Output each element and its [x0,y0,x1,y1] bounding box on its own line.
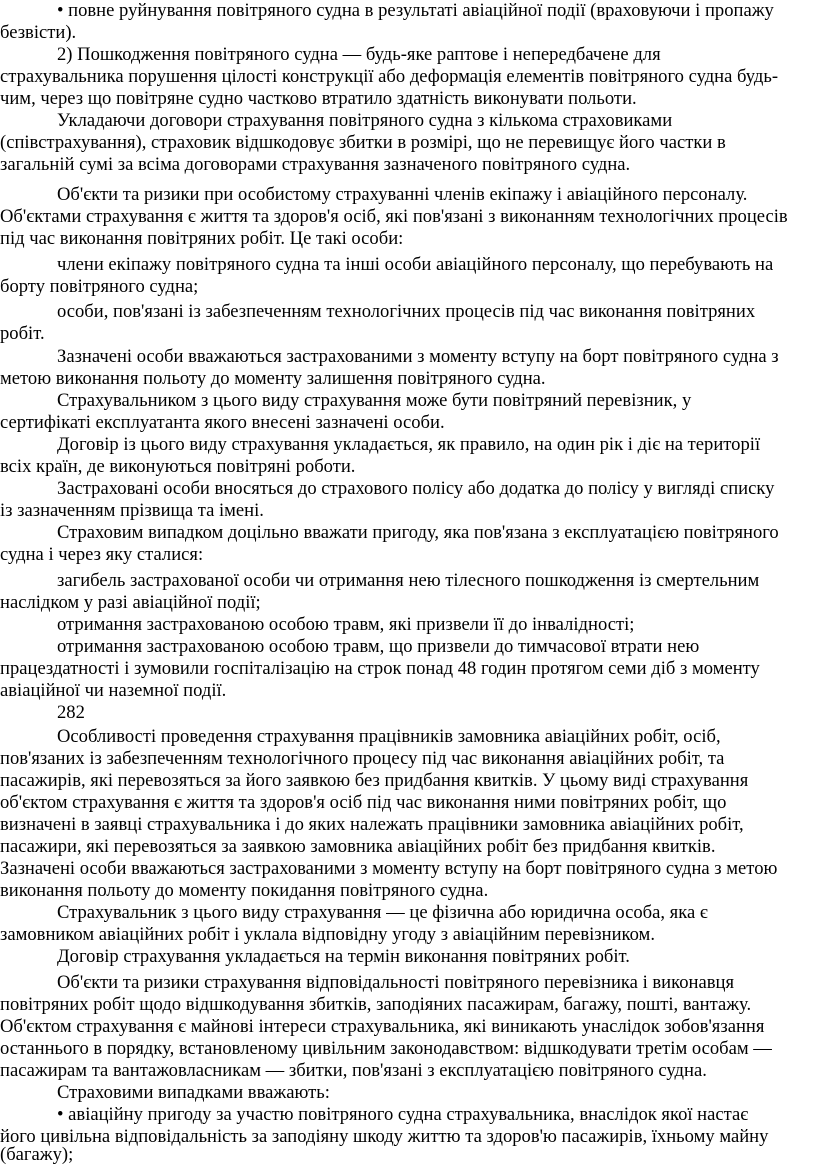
text-line: Об'єктом страхування є майнові інтереси страхувальника, які виникають унаслідок зобов'язання [0,1016,765,1037]
section-heading: Об'єкти та ризики при особистому страхуванні членів екіпажу і авіаційного персоналу. [57,184,748,205]
text-line: метою виконання польоту до моменту залишення повітряного судна. [0,368,546,389]
text-line: пасажири, які перевозяться за заявкою замовника авіаційних робіт без придбання квитків. [0,836,716,857]
text-line: Договір із цього виду страхування укладається, як правило, на один рік і діє на території [57,434,761,455]
text-line: Особливості проведення страхування працівників замовника авіаційних робіт, осіб, [57,726,721,747]
text-line: (багажу); [0,1144,74,1165]
text-line: Об'єктами страхування є життя та здоров'я осіб, які пов'язані з виконанням технологічних процесів [0,206,788,227]
text-line: отримання застрахованою особою травм, які призвели її до інвалідності; [57,614,635,635]
page-number: 282 [57,702,85,723]
text-line: Страхувальником з цього виду страхування може бути повітряний перевізник, у [57,390,692,411]
text-line: повітряних робіт щодо відшкодування збитків, заподіяних пасажирам, багажу, пошті, вантажу. [0,994,752,1015]
text-line: працездатності і зумовили госпіталізацію на строк понад 48 годин протягом семи діб з моменту [0,658,760,679]
text-line: пов'язаних із забезпеченням технологічного процесу під час виконання авіаційних робіт, та [0,748,725,769]
text-line: борту повітряного судна; [0,276,199,297]
text-line: об'єктом страхування є життя та здоров'я осіб під час виконання ними повітряних робіт, що [0,792,727,813]
text-line: особи, пов'язані із забезпеченням технологічних процесів під час виконання повітряних [57,301,756,322]
text-line: загибель застрахованої особи чи отримання нею тілесного пошкодження із смертельним [57,570,760,591]
text-line: Зазначені особи вважаються застрахованими з моменту вступу на борт повітряного судна з метою [0,858,778,879]
text-line: замовником авіаційних робіт і уклала відповідну угоду з авіаційним перевізником. [0,924,655,945]
text-line: Страхувальник з цього виду страхування — це фізична або юридична особа, яка є [57,902,708,923]
text-line: загальній сумі за всіма договорами страхування зазначеного повітряного судна. [0,154,631,175]
text-line: визначені в заявці страхувальника і до яких належать працівники замовника авіаційних робіт, [0,814,744,835]
text-line: наслідком у разі авіаційної події; [0,592,261,613]
text-line: виконання польоту до моменту покидання повітряного судна. [0,880,489,901]
text-line: всіх країн, де виконуються повітряні роботи. [0,456,356,477]
text-line: сертифікаті експлуатанта якого внесені зазначені особи. [0,412,445,433]
text-line: під час виконання повітряних робіт. Це такі особи: [0,228,404,249]
text-line: страхувальника порушення цілості конструкції або деформація елементів повітряного судна будь- [0,66,779,87]
text-line: Укладаючи договори страхування повітряного судна з кількома страховиками [57,110,673,131]
text-line: із зазначенням прізвища та імені. [0,500,264,521]
text-line: останнього в порядку, встановленому цивільним законодавством: відшкодувати третім особам — [0,1038,772,1059]
text-line: • повне руйнування повітряного судна в результаті авіаційної події (враховуючи і пропажу [57,0,774,21]
text-line: авіаційної чи наземної події. [0,680,227,701]
text-line: Страховими випадками вважають: [57,1082,330,1103]
text-line: (співстрахування), страховик відшкодовує збитки в розмірі, що не перевищує його частки в [0,132,726,153]
text-line: пасажирам та вантажовласникам — збитки, пов'язані з експлуатацією повітряного судна. [0,1060,707,1081]
text-line: • авіаційну пригоду за участю повітряного судна страхувальника, внаслідок якої настає [57,1104,749,1125]
section-heading: Об'єкти та ризики страхування відповідальності повітряного перевізника і виконавця [57,972,734,993]
text-line: пасажирів, які перевозяться за його заявкою без придбання квитків. У цьому виді страхування [0,770,749,791]
text-line: отримання застрахованою особою травм, що призвели до тимчасової втрати нею [57,636,700,657]
text-line: 2) Пошкодження повітряного судна — будь-яке раптове і непередбачене для [57,44,661,65]
text-line: безвісти). [0,22,77,43]
text-line: робіт. [0,323,45,344]
text-line: судна і через яку сталися: [0,544,204,565]
text-line: Застраховані особи вносяться до страхового полісу або додатка до полісу у вигляді списку [57,478,775,499]
text-line: чим, через що повітряне судно частково втратило здатність виконувати польоти. [0,88,637,109]
text-line: Страховим випадком доцільно вважати пригоду, яка пов'язана з експлуатацією повітряного [57,522,779,543]
text-line: Зазначені особи вважаються застрахованими з моменту вступу на борт повітряного судна з [57,346,779,367]
text-line: його цивільна відповідальність за заподіяну шкоду життю та здоров'ю пасажирів, їхньому майну [0,1126,769,1147]
text-line: Договір страхування укладається на термін виконання повітряних робіт. [57,946,630,967]
text-line: члени екіпажу повітряного судна та інші особи авіаційного персоналу, що перебувають на [57,254,774,275]
